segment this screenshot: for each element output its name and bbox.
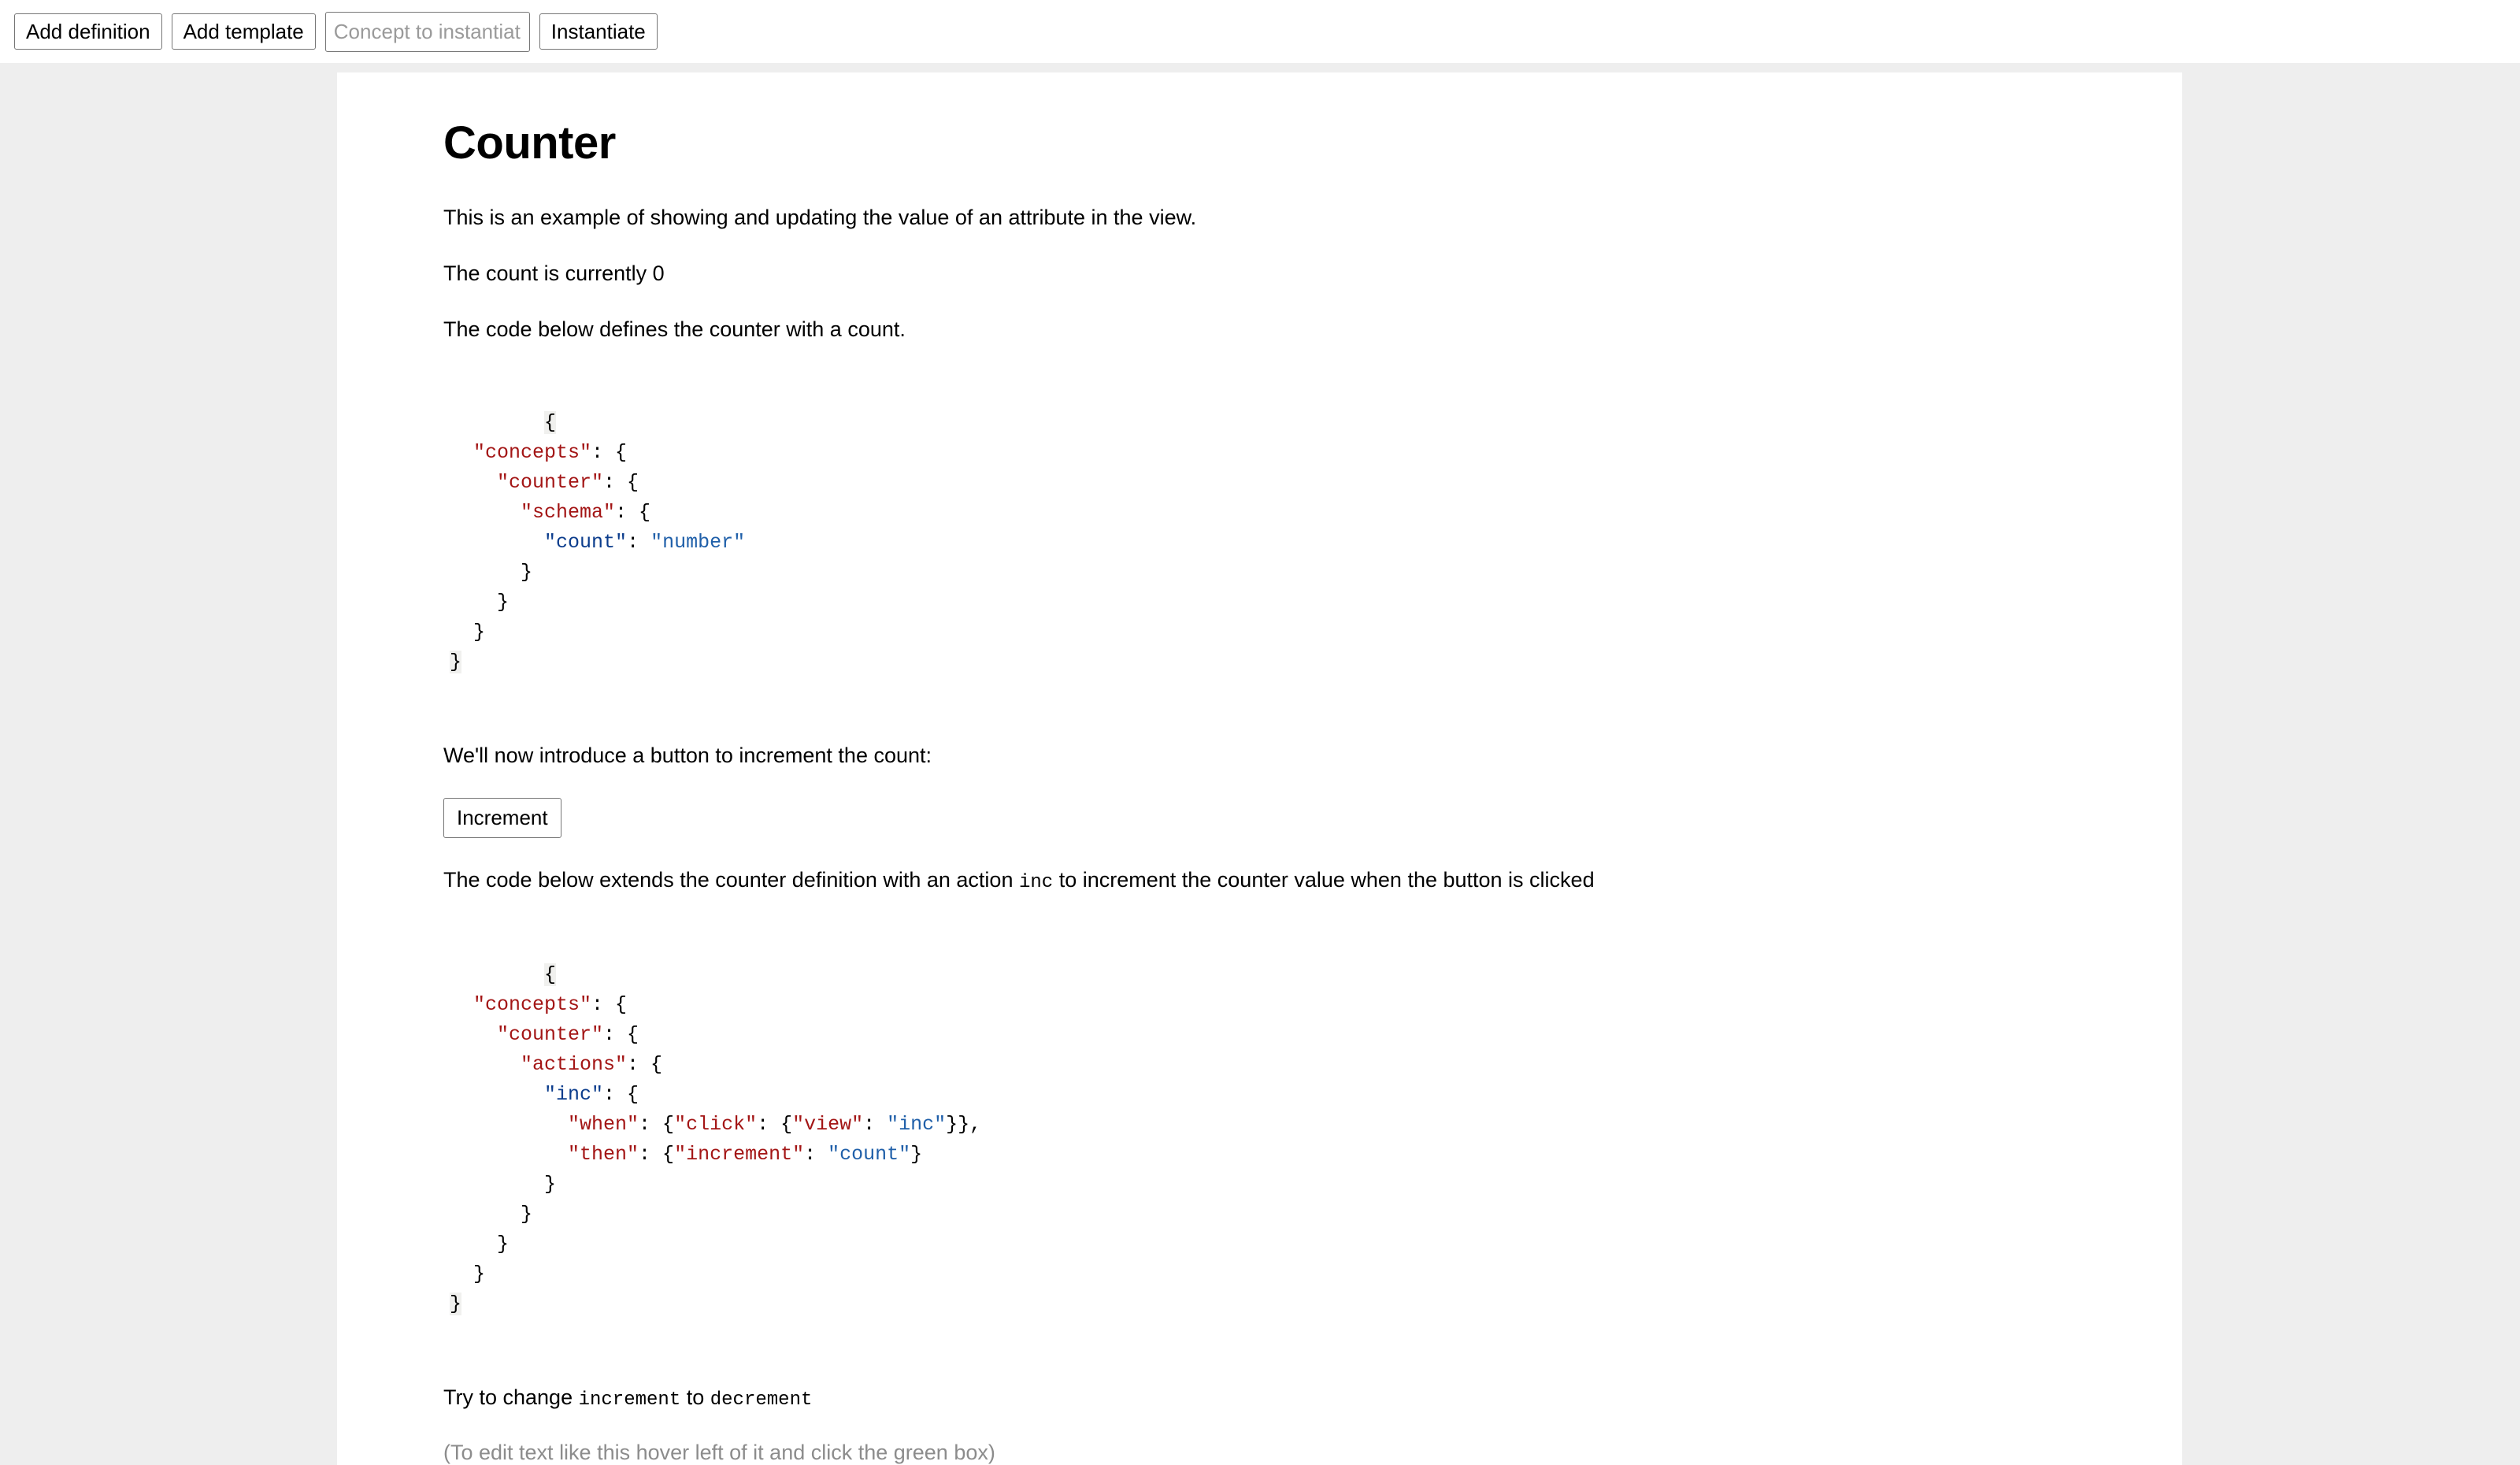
intro-paragraph: This is an example of showing and updating the value of an attribute in the view. [443, 206, 1197, 229]
add-template-button[interactable]: Add template [172, 13, 316, 50]
document-sheet [337, 72, 2182, 1465]
increment-button[interactable]: Increment [443, 798, 561, 838]
try-before-text: Try to change [443, 1385, 579, 1409]
inline-code-decrement: decrement [710, 1389, 813, 1411]
concept-to-instantiate-input[interactable] [325, 12, 530, 52]
button-intro-paragraph: We'll now introduce a button to increment the count: [443, 744, 932, 768]
try-change-paragraph [443, 1384, 2135, 1412]
count-status-line: The count is currently 0 [443, 261, 665, 286]
edit-hint-text: (To edit text like this hover left of it and click the green box) [443, 1440, 995, 1464]
code-block-action: { "concepts": { "counter": { "actions": { "inc": { "when": {"click": {"view": "inc"}}, "then": {"increment": "count"} } } } } } [450, 962, 982, 1315]
code-intro-paragraph-1: The code below defines the counter with a count. [443, 317, 906, 342]
page-canvas [0, 63, 2520, 1465]
inline-code-inc: inc [1018, 872, 1054, 894]
add-definition-button[interactable]: Add definition [14, 13, 162, 50]
top-toolbar [0, 0, 2520, 63]
page-title: Counter [443, 117, 616, 169]
code-intro-2-after: to increment the counter value when the button is clicked [1053, 868, 1595, 892]
try-middle-text: to [680, 1385, 710, 1409]
code-intro-paragraph-2 [443, 866, 2135, 895]
code-intro-2-before: The code below extends the counter definition with an action [443, 868, 1019, 892]
instantiate-button[interactable]: Instantiate [539, 13, 658, 50]
inline-code-increment: increment [578, 1389, 681, 1411]
code-block-definition: { "concepts": { "counter": { "schema": { "count": "number" } } } } [450, 411, 746, 674]
